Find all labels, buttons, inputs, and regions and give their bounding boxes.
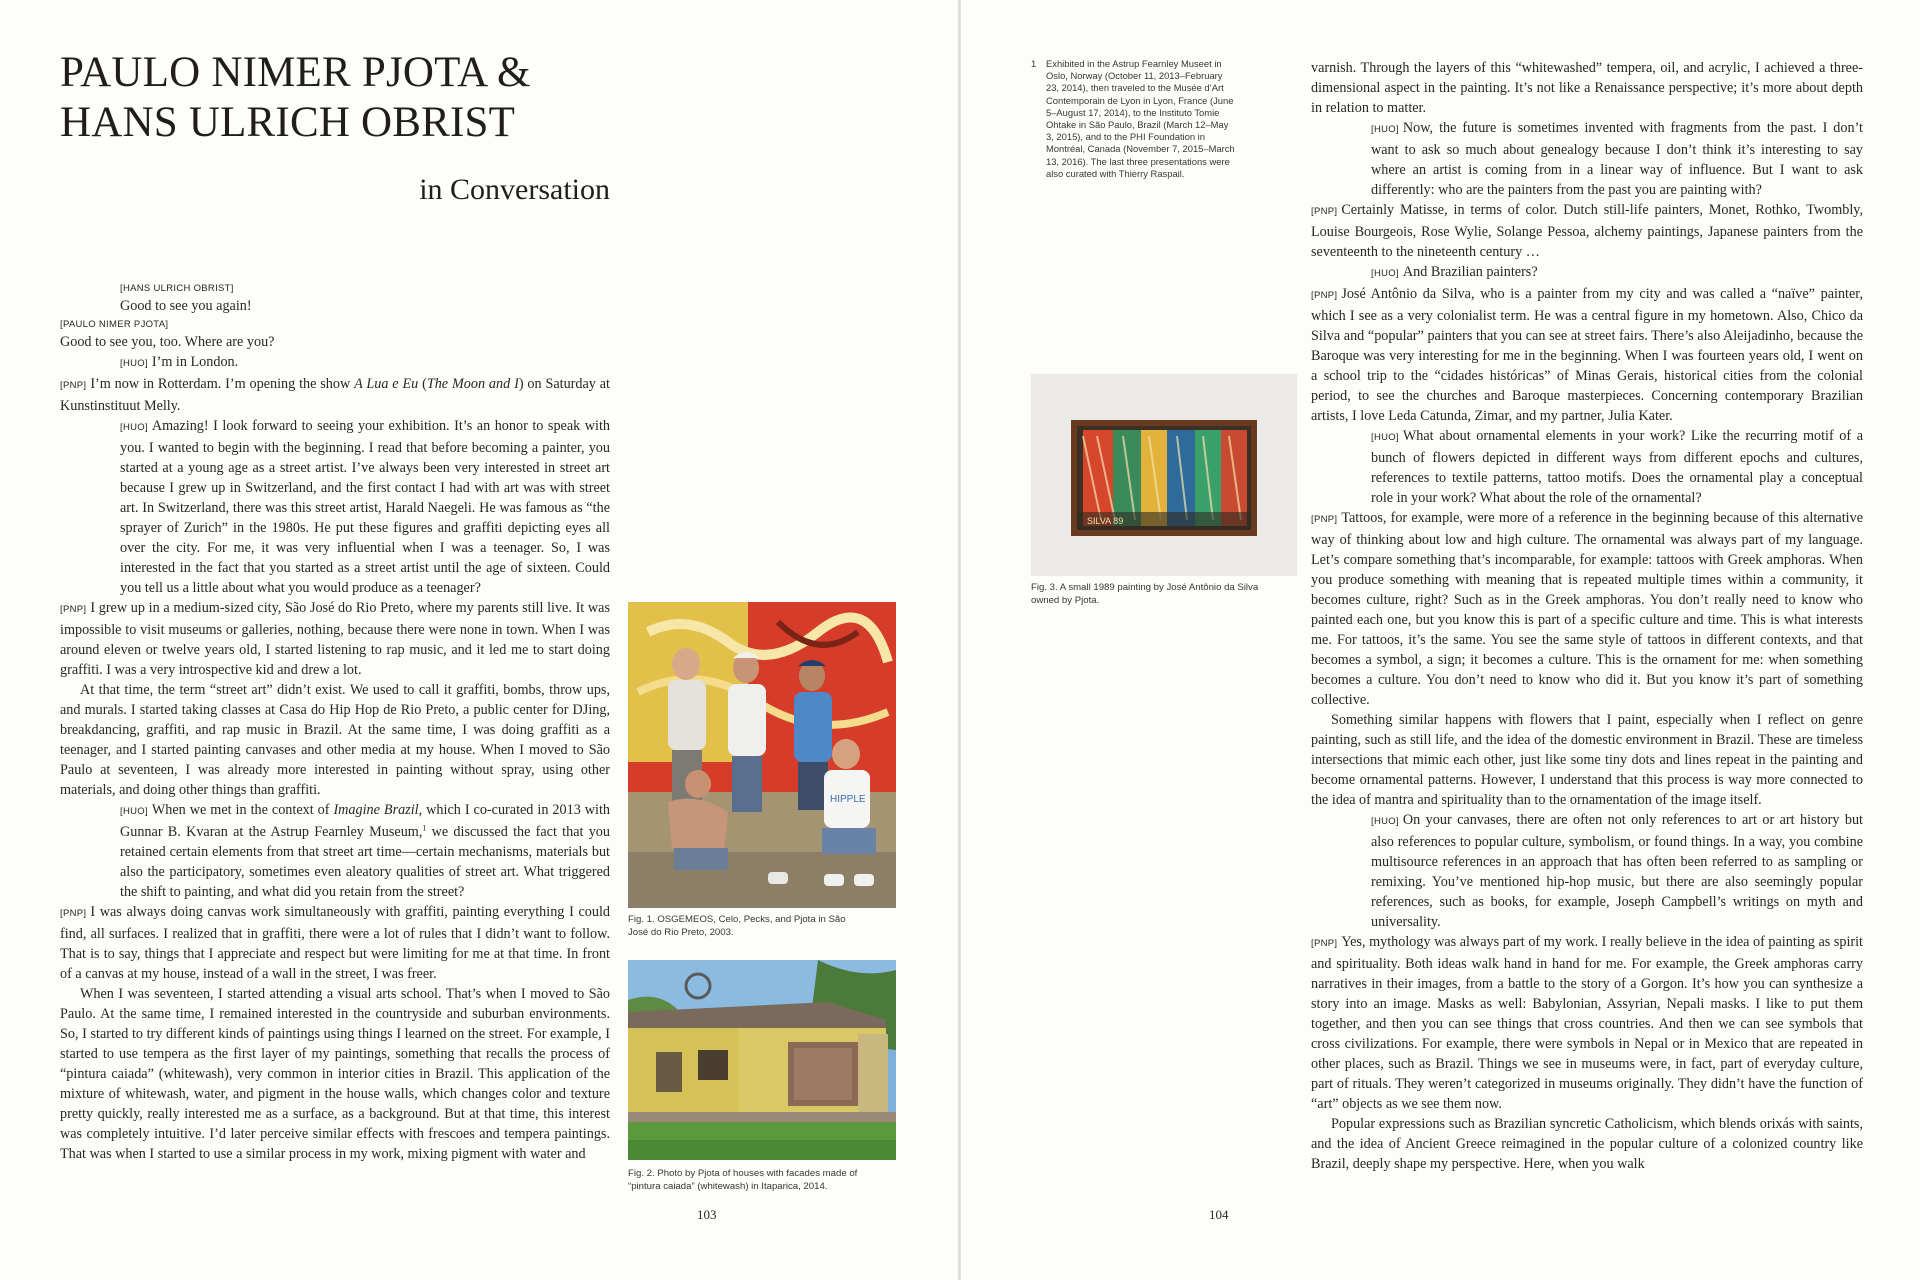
paragraph: [PNP] I’m now in Rotterdam. I’m opening the show A Lua e Eu (The Moon and I) on Saturday at Kunstinstituut Melly.: [60, 376, 610, 414]
paragraph: [HUO] Now, the future is sometimes invented with fragments from the past. I don’t want to ask so much about genealogy because I don’t think it’s interesting to say where an artist is coming from in a linear way of influence. But I want to ask differently: who are the painters from the past you are painting with?: [1371, 120, 1863, 198]
paragraph: [PNP] Certainly Matisse, in terms of color. Dutch still-life painters, Monet, Rothko, Twombly, Louise Bourgeois, Rose Wylie, Solange Pessoa, alchemy paintings, Japanese painters from the seventeenth to the nineteenth century …: [1311, 202, 1863, 260]
figure-1-photo: [628, 602, 896, 908]
speaker-label-pnp: [PNP]: [1311, 290, 1338, 301]
speaker-label-huo: [HUO]: [120, 358, 148, 369]
speaker-label-huo: [HUO]: [1371, 816, 1399, 827]
speaker-label-pnp: [PNP]: [60, 380, 87, 391]
page-number-right: 104: [1209, 1207, 1229, 1222]
paragraph: Good to see you, too. Where are you?: [60, 334, 275, 350]
paragraph: When I was seventeen, I started attending a visual arts school. That’s when I moved to São Paulo. At the same time, I remained interested in the countryside and suburban environments. So, I started to try different kinds of paintings using things I learned on the street. For example, I started to use tempera as the first layer of my paintings, something that recalls the process of “pintura caiada” (whitewash), very common in interior cities in Brazil. This application of the mixture of whitewash, water, and pigment in the house walls, which changes color and texture pretty quickly, really interested me as a surface, as a background. But at that time, this interest was completely intuitive. I’d later perceive similar effects with frescoes and tempera paintings. That was when I started to use a similar process in my work, mixing pigment with water and: [60, 986, 610, 1162]
figure-1-shirt-text: HIPPLE: [830, 794, 866, 805]
paragraph: Something similar happens with flowers that I paint, especially when I reflect on genre painting, such as still life, and the idea of the domestic environment in Brazil. These are timeless intersections that mimic each other, just like some tiny dots and lines repeat in the painting and become ornamental patterns. However, I understand that this process is way more connected to the idea of mantra and spirituality than to the ornamentation of the image itself.: [1311, 712, 1863, 808]
right-text-column: [1311, 58, 1863, 1174]
page-number-left: 103: [697, 1207, 717, 1222]
paragraph: At that time, the term “street art” didn’t exist. We used to call it graffiti, bombs, throw ups, and murals. I started taking classes at Casa do Hip Hop de Rio Preto, a public center for DJing, breakdancing, graffiti, and rap music in Brazil. At the same time, I was doing graffiti as a teenager, and I started painting canvases and other media at my house. When I moved to São Paulo at seventeen, I was already more interested in painting without spray, using other materials, and doing other things than graffiti.: [60, 682, 610, 798]
paragraph: [PNP] José Antônio da Silva, who is a painter from my city and was called a “naïve” painter, which I see as a very colonialist term. He was a central figure in my hometown. Also, Chico da Silva and “popular” painters that you can see at street fairs. There’s also Aleijadinho, because the Baroque was very interesting for me in the beginning. When I was fourteen years old, I went on a school trip to the “cidades históricas” of Minas Gerais, historical cities from the colonial period, to see the churches and Baroque masterpieces. Concerning contemporary Brazilian artists, I love Leda Catunda, Zimar, and my partner, Julia Kater.: [1311, 286, 1863, 424]
figure-1-illustration: [628, 602, 896, 908]
left-text-column: [60, 280, 610, 1164]
figure-2-photo: [628, 960, 896, 1160]
footnote-number: 1: [1031, 58, 1037, 69]
paragraph: [PNP] I grew up in a medium-sized city, São José do Rio Preto, where my parents still live. It was impossible to visit museums or galleries, nothing, because there were none in town. When I was around eleven or twelve years old, I started listening to rap music, and it led me to start doing graffiti. I was a very introspective kid and drew a lot.: [60, 600, 610, 678]
paragraph: Good to see you again!: [120, 298, 252, 314]
footnote-ref[interactable]: 1: [422, 823, 427, 833]
article-title: [60, 48, 531, 148]
footnote-text: Exhibited in the Astrup Fearnley Museet in Oslo, Norway (October 11, 2013–February 23, 2014), then traveled to the Musée d’Art Contemporain de Lyon in Lyon, France (June 5–August 17, 2014), to the Instituto Tomie Ohtake in São Paulo, Brazil (March 12–May 3, 2015), and to the PHI Foundation in Montréal, Canada (November 7, 2015–March 13, 2016). The last three presentations were also curated with Thierry Raspail.: [1046, 58, 1235, 179]
speaker-label-huo: [HUO]: [120, 422, 148, 433]
figure-3-illustration: [1031, 374, 1297, 576]
paragraph: varnish. Through the layers of this “whitewashed” tempera, oil, and acrylic, I achieved a three-dimensional aspect in the painting. It’s not like a Renaissance perspective; it’s more about depth in relation to matter.: [1311, 60, 1863, 116]
paragraph: [HUO] I’m in London.: [120, 354, 239, 370]
paragraph: Popular expressions such as Brazilian syncretic Catholicism, which blends orixás with saints, and the idea of Ancient Greece reimagined in the popular culture of a colonized country like Brazil, deeply shape my perspective. Here, when you walk: [1311, 1116, 1863, 1172]
figure-3-caption: Fig. 3. A small 1989 painting by José Antônio da Silva owned by Pjota.: [1031, 582, 1259, 606]
speaker-label-pnp: [PNP]: [1311, 938, 1338, 949]
figure-3-signature: SILVA 89: [1087, 516, 1124, 526]
figure-2-caption: Fig. 2. Photo by Pjota of houses with facades made of “pintura caiada” (whitewash) in Itaparica, 2014.: [628, 1168, 858, 1192]
speaker-label-pnp: [PNP]: [1311, 514, 1338, 525]
paragraph: [HUO] When we met in the context of Imagine Brazil, which I co-curated in 2013 with Gunnar B. Kvaran at the Astrup Fearnley Museum,$^1$ we discussed the fact that you retained certain elements from that street art time—certain mechanisms, materials but also the participatory, sometimes even aleatory qualities of street art. What triggered the shift to painting, and what did you retain from the street?: [120, 802, 610, 900]
speaker-label-huo: [HUO]: [1371, 124, 1399, 135]
speaker-label-huo: [HUO]: [1371, 268, 1399, 279]
speaker-label-huo: [HUO]: [1371, 432, 1399, 443]
paragraph: [PNP] Yes, mythology was always part of my work. I really believe in the idea of painting as spirit and spirituality. Both ideas walk hand in hand for me. For example, the Greek amphoras carry narratives in their images, from a battle to the story of a Gorgon. It’s how you can synthesize a story into an image. Masks as well: Babylonian, Assyrian, Nepali masks. I like to put them together, and then you can see things that cross countries. And then we can see symbols that cross civilizations. For example, there were symbols in Nepal or in Mexico that are repeated in other places, such as Brazil. Things we see in museums were, in fact, part of everyday culture, part of rituals. They weren’t categorized in museums originally. They didn’t have the function of “art” objects as we see them now.: [1311, 934, 1863, 1112]
title-line-2: HANS ULRICH OBRIST: [60, 99, 516, 146]
paragraph: [PNP] I was always doing canvas work simultaneously with graffiti, painting everything I could find, all surfaces. I realized that in graffiti, there were a lot of rules that I didn’t want to follow. That is to say, things that I appreciate and respect but were limiting for me at that time. In front of a canvas at my house, instead of a wall in the street, I was freer.: [60, 904, 610, 982]
title-line-1: PAULO NIMER PJOTA &: [60, 49, 531, 96]
speaker-label-huo: [HUO]: [120, 806, 148, 817]
speaker-label-pnp-full: [PAULO NIMER PJOTA]: [60, 319, 169, 330]
figure-1-caption: Fig. 1. OSGEMEOS, Celo, Pecks, and Pjota in São José do Rio Preto, 2003.: [628, 914, 846, 938]
paragraph: [HUO] And Brazilian painters?: [1371, 264, 1538, 280]
speaker-label-pnp: [PNP]: [60, 908, 87, 919]
speaker-label-pnp: [PNP]: [1311, 206, 1338, 217]
article-subtitle: in Conversation: [419, 173, 610, 206]
speaker-label-pnp: [PNP]: [60, 604, 87, 615]
paragraph: [HUO] On your canvases, there are often not only references to art or art history but also references to popular culture, symbolism, or found things. In a way, you combine multisource references in an approach that has often been referred to as sampling or remixing. You’ve mentioned hip-hop music, but there are also seemingly popular references, such as books, for example, Joseph Campbell’s writings on myth and universality.: [1371, 812, 1863, 930]
figure-3-photo: [1031, 374, 1297, 576]
paragraph: [HUO] What about ornamental elements in your work? Like the recurring motif of a bunch of flowers depicted in different ways from different epochs and cultures, references to textile patterns, tattoo motifs. Does the ornamental play a conceptual role in your work? What about the role of the ornamental?: [1371, 428, 1863, 506]
speaker-label-huo-full: [HANS ULRICH OBRIST]: [120, 283, 234, 294]
figure-2-illustration: [628, 960, 896, 1160]
paragraph: [HUO] Amazing! I look forward to seeing your exhibition. It’s an honor to speak with you. I wanted to begin with the beginning. I read that before becoming a painter, you started at a young age as a street artist. I’ve always been very interested in street art because I grew up in Switzerland, and the first contact I had with art was with street art. In Switzerland, there was this street artist, Harald Naegeli. He was famous as “the sprayer of Zurich” in the 1980s. He put these figures and graffiti depicting eyes all over the city. For me, it was very influential when I was a teenager. So, I was interested in the fact that you started as a street artist until the age of sixteen. Could you tell us a little about what you would produce as a teenager?: [120, 418, 610, 596]
paragraph: [PNP] Tattoos, for example, were more of a reference in the beginning because of this alternative way of thinking about low and high culture. The ornamental was always part of my language. Let’s compare something that’s incomparable, for example: tattoos with Greek amphoras. When you produce something with meaning that is repeated multiple times within a community, it becomes culture, right? Such as in the Greek amphoras. You don’t really need to know who painted each one, but you know this is part of a specific culture and time. This is what interests me. For tattoos, it’s the same. You see the same style of tattoos in different contexts, and that becomes a symbol, a sign; it becomes a culture. This is the ornament for me: when something becomes a culture. You don’t need to know who did it. But you know it’s part of something collective.: [1311, 510, 1863, 708]
